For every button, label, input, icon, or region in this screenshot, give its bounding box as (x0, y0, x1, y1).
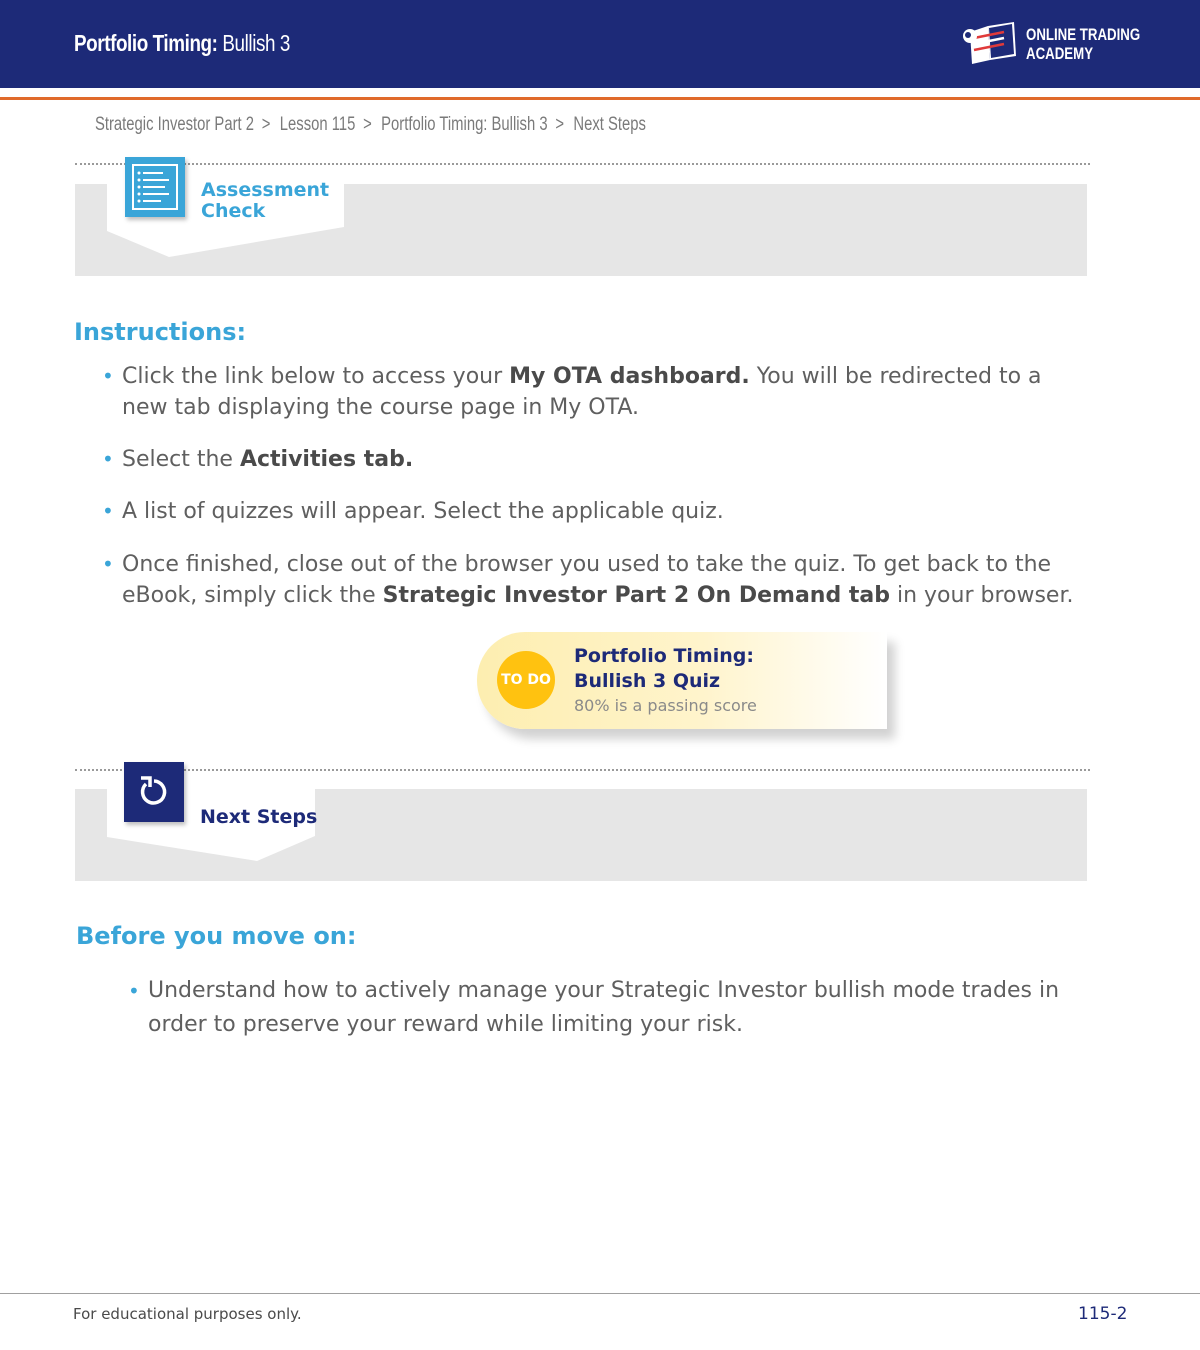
assessment-icon-box (125, 157, 185, 217)
item-text: A list of quizzes will appear. Select the applicable quiz. (122, 499, 724, 524)
list-item (128, 974, 1068, 1042)
todo-badge: TO DO (497, 651, 555, 709)
breadcrumb-item-lesson[interactable]: Lesson 115 (279, 114, 356, 135)
ota-logo (960, 20, 1141, 70)
header-spacer (0, 88, 1200, 96)
quiz-title-line-2: Bullish 3 Quiz (574, 670, 721, 692)
breadcrumb-item-topic[interactable]: Portfolio Timing: Bullish 3 (381, 114, 548, 135)
quiz-title (574, 644, 754, 694)
footer-disclaimer: For educational purposes only. (73, 1305, 302, 1323)
item-text: Once finished, close out of the browser you used to take the quiz. To get back to the eBook, simply click the (122, 552, 1052, 608)
assessment-label (201, 180, 329, 222)
page-title-strong: Portfolio Timing: (74, 30, 218, 56)
logo-line-2: ACADEMY (1026, 44, 1094, 63)
bullet-icon: • (102, 447, 114, 471)
logo-line-1: ONLINE TRADING (1026, 25, 1141, 44)
list-item (102, 444, 1082, 475)
page-header (0, 0, 1200, 88)
before-move-on-list (128, 974, 1068, 1042)
bullet-icon: • (102, 364, 114, 388)
page-title (74, 30, 290, 57)
header-accent-rule (0, 97, 1200, 100)
breadcrumb-separator: > (555, 114, 565, 135)
list-item (102, 496, 1082, 527)
breadcrumb-separator: > (261, 114, 271, 135)
quiz-link-card[interactable] (477, 632, 887, 729)
assessment-label-line-2: Check (201, 200, 266, 222)
breadcrumb-separator: > (363, 114, 372, 135)
next-steps-icon-box (124, 762, 184, 822)
ota-book-logo-icon (960, 20, 1022, 68)
breadcrumb-item-current[interactable]: Next Steps (573, 114, 646, 135)
checklist-icon (125, 157, 185, 217)
refresh-icon (124, 762, 184, 822)
breadcrumb (95, 114, 646, 136)
breadcrumb-item-course[interactable]: Strategic Investor Part 2 (95, 114, 254, 135)
before-move-on-heading: Before you move on: (76, 922, 357, 950)
item-text-after: You will be redirected to a new tab displaying the course page in My OTA. (122, 364, 1042, 420)
bullet-icon: • (102, 552, 114, 576)
list-item (102, 361, 1082, 423)
instructions-list (102, 361, 1082, 611)
footer-rule (0, 1293, 1200, 1294)
logo-wordmark (1026, 25, 1140, 63)
item-bold-link[interactable]: My OTA dashboard. (509, 364, 750, 389)
assessment-label-line-1: Assessment (201, 179, 330, 201)
item-bold: Strategic Investor Part 2 On Demand tab (382, 583, 890, 608)
item-text-after: in your browser. (889, 583, 1074, 608)
list-item (102, 549, 1082, 611)
instructions-heading: Instructions: (74, 318, 247, 346)
page-title-rest: Bullish 3 (217, 30, 290, 56)
item-text: Click the link below to access your (122, 364, 510, 389)
bullet-icon: • (128, 979, 140, 1003)
next-steps-label: Next Steps (200, 806, 318, 828)
bullet-icon: • (102, 499, 114, 523)
quiz-passing-score: 80% is a passing score (574, 696, 757, 715)
item-bold: Activities tab. (239, 447, 414, 472)
page-number: 115-2 (1078, 1304, 1128, 1324)
quiz-title-line-1: Portfolio Timing: (574, 645, 754, 667)
item-text: Select the (122, 447, 240, 472)
item-text: Understand how to actively manage your Strategic Investor bullish mode trades in order to preserve your reward while limiting your risk. (148, 978, 1060, 1037)
